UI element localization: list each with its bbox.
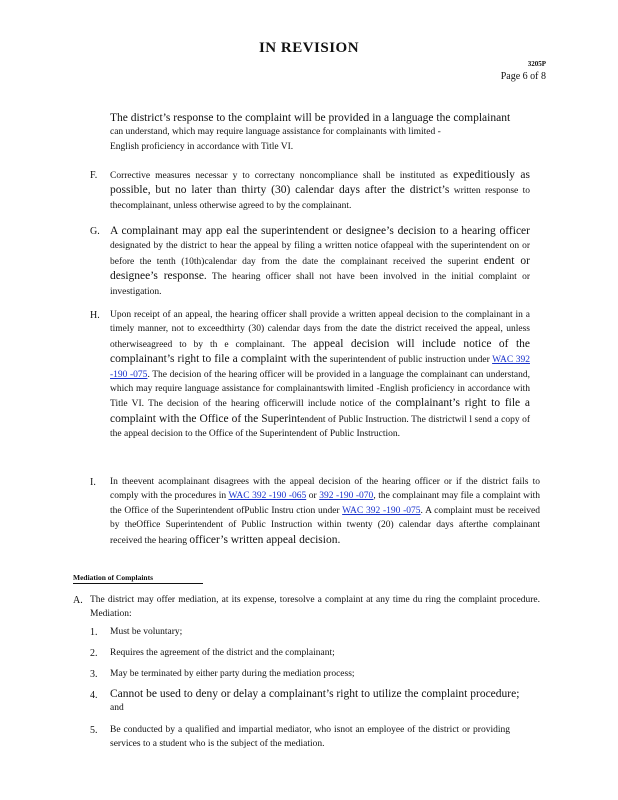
item-h-text-d: . The decision of the hearing officer will be provided in a language the complainant can understand, which may require language assistance for complainantswith limited -English proficiency in accordance with Title VI. The decision of the hearing officerwill include notice of the <box>110 369 531 410</box>
item-f-paragraph <box>110 168 530 213</box>
item-g-text-a: A complainant may app eal the superintendent or designee’s decision to a hearing officer <box>110 225 530 237</box>
item-i-text-or: or <box>306 491 320 502</box>
item-h-text-e: complainant’s right to file a complaint with the Office of the Superint <box>110 397 530 425</box>
intro-line-2: can understand, which may require language assistance for complainants with limited - <box>110 127 441 138</box>
item-h-paragraph <box>110 308 530 442</box>
list-item-1-text: Must be voluntary; <box>110 627 183 637</box>
item-g-text-c: endent or designee’s response. <box>110 254 530 283</box>
list-item-2-text: Requires the agreement of the district and the complainant; <box>110 648 335 658</box>
item-g-label: G. <box>90 226 100 237</box>
wac-392-190-065-link[interactable]: WAC 392 -190 -065 <box>228 491 307 502</box>
intro-paragraph <box>110 111 528 154</box>
item-i-text-c: . A complaint must be received by theOffice Superintendent of Public Instruction within twenty (20) calendar days afterthe complainant received the hearing <box>110 505 540 546</box>
item-f-text-b: expeditiously as possible, but no later than thirty (30) calendar days after the district’s <box>110 169 530 197</box>
item-i-text-a: In theevent acomplainant disagrees with the appeal decision of the hearing officer or if the district fails to comply with the procedures in <box>110 477 540 502</box>
item-i-label: I. <box>90 477 96 488</box>
item-h-text-c: superintendent of public instruction under <box>327 355 493 366</box>
list-item-3-number: 3. <box>90 669 98 680</box>
list-item-4 <box>110 687 540 716</box>
policy-code: 3205P <box>527 60 546 68</box>
item-h-label: H. <box>90 310 100 321</box>
item-g-text-d: The hearing officer shall not have been involved in the initial complaint or investigation. <box>110 272 530 297</box>
wac-392-190-070-link[interactable]: 392 -190 -070 <box>319 491 374 502</box>
list-item-5-number: 5. <box>90 725 98 736</box>
mediation-heading: Mediation of Complaints <box>73 573 203 584</box>
list-item-1-number: 1. <box>90 627 98 638</box>
item-i-text-b: , the complainant may file a complaint with the Office of the Superintendent ofPublic Instru ction under <box>110 491 540 516</box>
list-item-4-text: Cannot be used to deny or delay a complainant’s right to utilize the complaint procedure; <box>110 688 520 700</box>
list-item-3-text: May be terminated by either party during the mediation process; <box>110 669 355 679</box>
intro-line-3: English proficiency in accordance with Title VI. <box>110 141 294 152</box>
item-f-text-a: Corrective measures necessar y to correctany noncompliance shall be instituted as <box>110 171 453 181</box>
wac-392-190-075-link[interactable]: WAC 392 -190 -075 <box>110 355 530 380</box>
list-item-4-text-cont: and <box>110 703 124 714</box>
item-f-label: F. <box>90 170 98 181</box>
list-item-2-number: 2. <box>90 648 98 659</box>
item-h-text-a: Upon receipt of an appeal, the hearing officer shall provide a written appeal decision to the complainant in a timely manner, not to exceedthirty (30) calendar days from the date the district received the appeal, unless otherwiseagreed to by th e complainant. The <box>110 310 530 350</box>
item-h-text-b: appeal decision will include notice of the complainant’s right to file a complaint with the <box>110 337 530 366</box>
page-number: Page 6 of 8 <box>500 71 546 82</box>
item-i-text-d: officer’s written appeal decision. <box>189 533 341 546</box>
intro-line-1: The district’s response to the complaint will be provided in a language the complainant <box>110 112 511 124</box>
item-g-paragraph <box>110 224 530 299</box>
item-f-text-c: written response to thecomplainant, unless otherwise agreed to by the complainant. <box>110 186 530 211</box>
mediation-item-a-label: A. <box>73 595 83 606</box>
mediation-item-a-text: The district may offer mediation, at its expense, toresolve a complaint at any time du ring the complaint procedure. Mediation: <box>90 595 540 620</box>
item-h-text-f: endent of Public Instruction. The districtwil l send a copy of the appeal decision to the Office of the Superintendent of Public Instruction. <box>110 414 530 440</box>
list-item-5-text: Be conducted by a qualified and impartial mediator, who isnot an employee of the district or providing services to a student who is the subject of the mediation. <box>110 725 510 750</box>
list-item-4-number: 4. <box>90 690 98 701</box>
item-i-paragraph <box>110 475 540 548</box>
page-title: IN REVISION <box>258 40 360 56</box>
wac-392-190-075-link-2[interactable]: WAC 392 -190 -075 <box>342 505 421 516</box>
item-g-text-b: designated by the district to hear the appeal by filing a written notice ofappeal with the superintendent on or before the tenth (10th)calendar day from the date the complainant received the superint <box>110 241 530 267</box>
